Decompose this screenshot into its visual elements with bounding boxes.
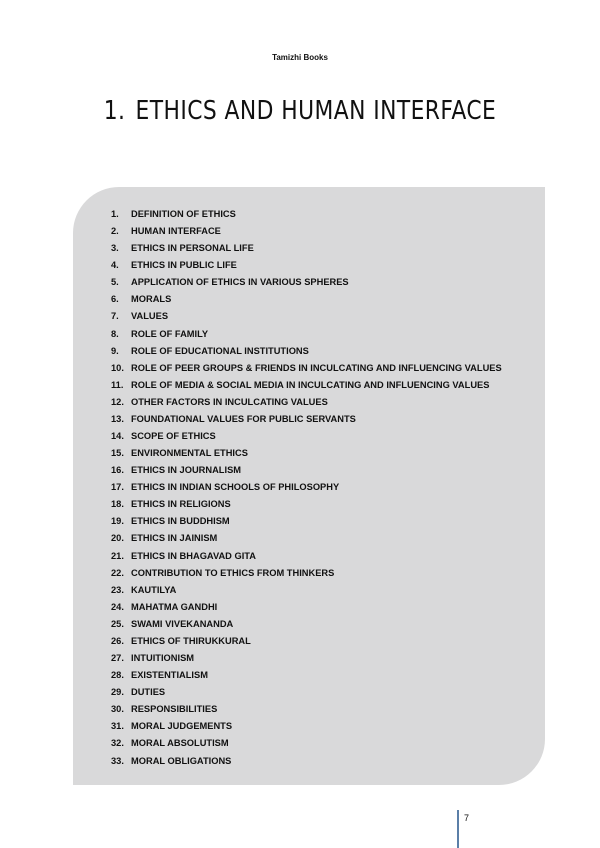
list-item-label: APPLICATION OF ETHICS IN VARIOUS SPHERES — [131, 277, 349, 288]
list-item-number: 22. — [111, 567, 124, 578]
list-item — [111, 377, 502, 394]
list-item-label: MORAL JUDGEMENTS — [131, 721, 233, 732]
list-item-number: 19. — [111, 516, 124, 527]
list-item-label: CONTRIBUTION TO ETHICS FROM THINKERS — [131, 567, 335, 578]
list-item — [111, 530, 502, 547]
list-item-number: 16. — [111, 465, 124, 476]
list-item-number: 27. — [111, 653, 124, 664]
list-item-label: RESPONSIBILITIES — [131, 704, 218, 715]
list-item-number: 8. — [111, 328, 119, 339]
list-item — [111, 308, 502, 325]
list-item-number: 24. — [111, 601, 124, 612]
list-item — [111, 684, 502, 701]
list-item-number: 30. — [111, 704, 124, 715]
chapter-title-text: ETHICS AND HUMAN INTERFACE — [135, 96, 497, 126]
list-item-number: 26. — [111, 635, 124, 646]
list-item-number: 15. — [111, 448, 124, 459]
list-item — [111, 565, 502, 582]
list-item-label: ETHICS IN BHAGAVAD GITA — [131, 550, 256, 561]
list-item — [111, 360, 502, 377]
list-item — [111, 616, 502, 633]
chapter-title — [48, 96, 552, 126]
list-item-label: EXISTENTIALISM — [131, 670, 208, 681]
list-item-label: DEFINITION OF ETHICS — [131, 209, 236, 219]
list-item-label: ROLE OF EDUCATIONAL INSTITUTIONS — [131, 345, 309, 356]
list-item-label: ETHICS IN JOURNALISM — [131, 465, 242, 476]
list-item-label: INTUITIONISM — [131, 653, 195, 664]
list-item-number: 23. — [111, 584, 124, 595]
list-item-number: 4. — [111, 260, 119, 271]
list-item-number: 12. — [111, 396, 124, 407]
list-item-number: 3. — [111, 243, 119, 254]
list-item — [111, 206, 502, 223]
list-item-number: 31. — [111, 721, 124, 732]
list-item — [111, 274, 502, 291]
list-item — [111, 479, 502, 496]
list-item-label: MORALS — [131, 294, 172, 305]
list-item — [111, 257, 502, 274]
list-item-number: 1. — [111, 209, 119, 219]
list-item-label: ETHICS IN INDIAN SCHOOLS OF PHILOSOPHY — [131, 482, 340, 493]
list-item — [111, 548, 502, 565]
list-item-number: 33. — [111, 755, 124, 766]
list-item — [111, 326, 502, 343]
list-item — [111, 428, 502, 445]
list-item-label: ENVIRONMENTAL ETHICS — [131, 448, 248, 459]
list-item-label: MORAL ABSOLUTISM — [131, 738, 229, 749]
list-item — [111, 735, 502, 752]
list-item-label: ROLE OF MEDIA & SOCIAL MEDIA IN INCULCATING AND INFLUENCING VALUES — [131, 379, 490, 390]
chapter-number: 1. — [103, 96, 126, 126]
list-item-label: HUMAN INTERFACE — [131, 226, 221, 237]
list-item — [111, 667, 502, 684]
list-item-label: SCOPE OF ETHICS — [131, 431, 216, 442]
list-item-label: ETHICS IN PERSONAL LIFE — [131, 243, 254, 254]
list-item-label: ETHICS IN BUDDHISM — [131, 516, 230, 527]
list-item-number: 32. — [111, 738, 124, 749]
list-item-label: FOUNDATIONAL VALUES FOR PUBLIC SERVANTS — [131, 413, 356, 424]
list-item — [111, 445, 502, 462]
list-item — [111, 701, 502, 718]
running-header: Tamizhi Books — [272, 53, 328, 62]
list-item — [111, 496, 502, 513]
list-item-number: 21. — [111, 550, 124, 561]
list-item-label: ETHICS OF THIRUKKURAL — [131, 635, 251, 646]
list-item-number: 14. — [111, 431, 124, 442]
list-item-label: OTHER FACTORS IN INCULCATING VALUES — [131, 396, 328, 407]
list-item — [111, 650, 502, 667]
list-item-label: ETHICS IN RELIGIONS — [131, 499, 231, 510]
list-item-label: ETHICS IN PUBLIC LIFE — [131, 260, 237, 271]
list-item-label: SWAMI VIVEKANANDA — [131, 618, 234, 629]
list-item-label: MORAL OBLIGATIONS — [131, 755, 232, 766]
list-item-number: 17. — [111, 482, 124, 493]
list-item — [111, 633, 502, 650]
list-item-number: 7. — [111, 311, 119, 322]
list-item — [111, 343, 502, 360]
list-item — [111, 753, 502, 770]
list-item — [111, 582, 502, 599]
list-item — [111, 291, 502, 308]
list-item — [111, 462, 502, 479]
list-item-label: ETHICS IN JAINISM — [131, 533, 218, 544]
list-item-label: MAHATMA GANDHI — [131, 601, 218, 612]
list-item — [111, 718, 502, 735]
list-item-number: 25. — [111, 618, 124, 629]
list-item-label: KAUTILYA — [131, 584, 177, 595]
footer-rule — [457, 810, 459, 848]
list-item — [111, 240, 502, 257]
list-item-number: 18. — [111, 499, 124, 510]
list-item — [111, 599, 502, 616]
page-number: 7 — [464, 813, 470, 823]
list-item-number: 11. — [111, 379, 124, 390]
list-item-number: 10. — [111, 362, 124, 373]
list-item — [111, 394, 502, 411]
contents-list — [111, 206, 502, 770]
list-item-number: 20. — [111, 533, 124, 544]
list-item-number: 2. — [111, 226, 119, 237]
list-item-number: 29. — [111, 687, 124, 698]
list-item-label: ROLE OF PEER GROUPS & FRIENDS IN INCULCATING AND INFLUENCING VALUES — [131, 362, 502, 373]
list-item-label: DUTIES — [131, 687, 166, 698]
list-item-number: 28. — [111, 670, 124, 681]
list-item-number: 6. — [111, 294, 119, 305]
list-item-label: VALUES — [131, 311, 169, 322]
list-item-number: 5. — [111, 277, 119, 288]
list-item-label: ROLE OF FAMILY — [131, 328, 209, 339]
list-item-number: 13. — [111, 413, 124, 424]
list-item — [111, 411, 502, 428]
list-item-number: 9. — [111, 345, 119, 356]
list-item — [111, 223, 502, 240]
list-item — [111, 513, 502, 530]
